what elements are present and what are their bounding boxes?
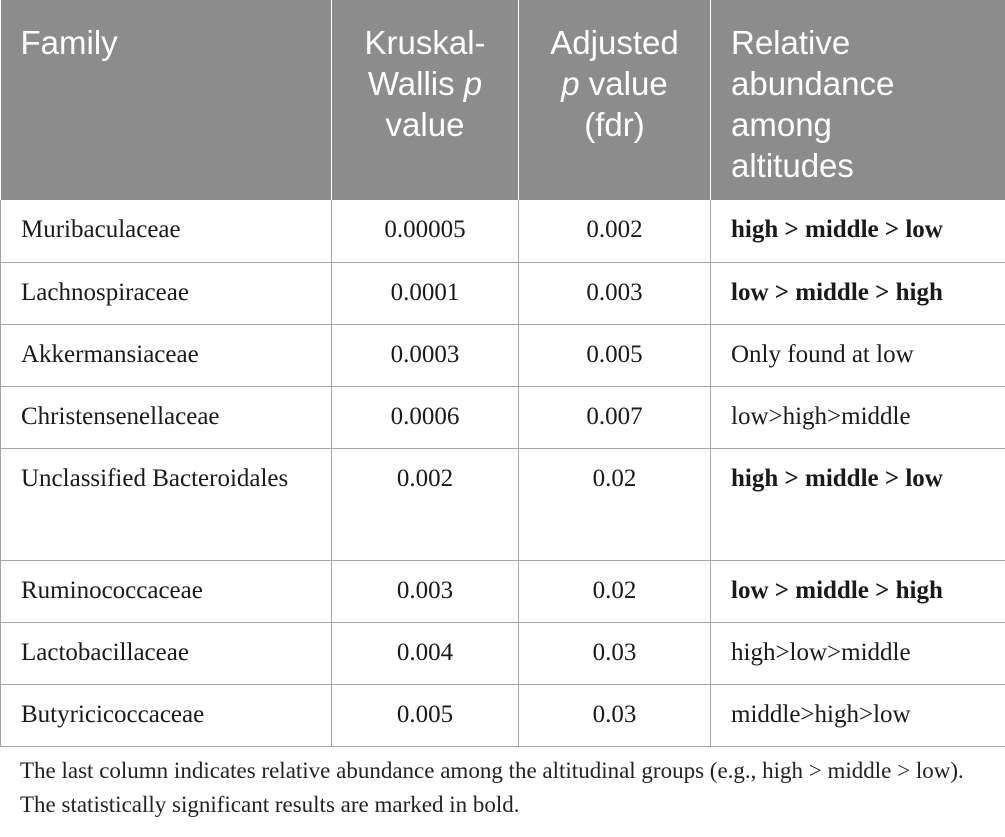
- cell-relative-abundance: low > middle > high: [711, 560, 1005, 622]
- cell-kw-p: 0.005: [332, 684, 519, 746]
- cell-family: Butyricicoccaceae: [1, 684, 332, 746]
- header-family-label: Family: [20, 24, 118, 61]
- header-adj-line3: (fdr): [584, 106, 645, 143]
- cell-relative-abundance: high > middle > low: [711, 200, 1005, 262]
- table-row: [1, 622, 1005, 684]
- header-adj-line2a: p: [561, 65, 580, 102]
- cell-kw-p: 0.00005: [332, 200, 519, 262]
- cell-family: Lachnospiraceae: [1, 262, 332, 324]
- cell-relative-abundance: middle>high>low: [711, 684, 1005, 746]
- cell-family: Lactobacillaceae: [1, 622, 332, 684]
- header-adjusted-p: [519, 0, 711, 200]
- header-kw-line2a: Wallis: [367, 65, 464, 102]
- header-kw-line2b: p: [463, 65, 483, 102]
- table-row: [1, 560, 1005, 622]
- cell-kw-p: 0.0001: [332, 262, 519, 324]
- header-family: [1, 0, 332, 200]
- cell-adj-p: 0.03: [519, 622, 711, 684]
- header-rel-line3: among: [731, 106, 832, 143]
- cell-family: Christensenellaceae: [1, 386, 332, 448]
- cell-kw-p: 0.003: [332, 560, 519, 622]
- cell-adj-p: 0.003: [519, 262, 711, 324]
- cell-adj-p: 0.02: [519, 448, 711, 560]
- cell-relative-abundance: high > middle > low: [711, 448, 1005, 560]
- table-row: [1, 448, 1005, 560]
- cell-relative-abundance: high>low>middle: [711, 622, 1005, 684]
- cell-kw-p: 0.0003: [332, 324, 519, 386]
- header-kw-line1: Kruskal-: [364, 24, 486, 61]
- cell-relative-abundance: Only found at low: [711, 324, 1005, 386]
- table-row: [1, 684, 1005, 746]
- cell-adj-p: 0.02: [519, 560, 711, 622]
- header-rel-line2: abundance: [731, 65, 895, 102]
- cell-family: Muribaculaceae: [1, 200, 332, 262]
- cell-relative-abundance: low > middle > high: [711, 262, 1005, 324]
- table-header: [1, 0, 1005, 200]
- header-adj-line2b: value: [579, 65, 668, 102]
- cell-relative-abundance: low>high>middle: [711, 386, 1005, 448]
- cell-adj-p: 0.03: [519, 684, 711, 746]
- table-body: [1, 200, 1005, 746]
- cell-family: Ruminococcaceae: [1, 560, 332, 622]
- cell-kw-p: 0.0006: [332, 386, 519, 448]
- table-row: [1, 262, 1005, 324]
- table-row: [1, 200, 1005, 262]
- header-row: [1, 0, 1005, 200]
- header-rel-line4: altitudes: [731, 147, 854, 184]
- table-row: [1, 324, 1005, 386]
- cell-adj-p: 0.002: [519, 200, 711, 262]
- table-footnote: The last column indicates relative abundance among the altitudinal groups (e.g., high > middle > low). The statistically significant results are marked in bold.: [20, 758, 964, 817]
- header-relative-abundance: [711, 0, 1005, 200]
- table-row: [1, 386, 1005, 448]
- cell-kw-p: 0.004: [332, 622, 519, 684]
- cell-kw-p: 0.002: [332, 448, 519, 560]
- header-kruskal-wallis: [332, 0, 519, 200]
- cell-adj-p: 0.005: [519, 324, 711, 386]
- cell-family: Akkermansiaceae: [1, 324, 332, 386]
- header-rel-line1: Relative: [731, 24, 851, 61]
- header-kw-line3: value: [385, 106, 465, 143]
- cell-adj-p: 0.007: [519, 386, 711, 448]
- header-adj-line1: Adjusted: [550, 24, 679, 61]
- cell-family: Unclassified Bacteroidales: [1, 448, 332, 560]
